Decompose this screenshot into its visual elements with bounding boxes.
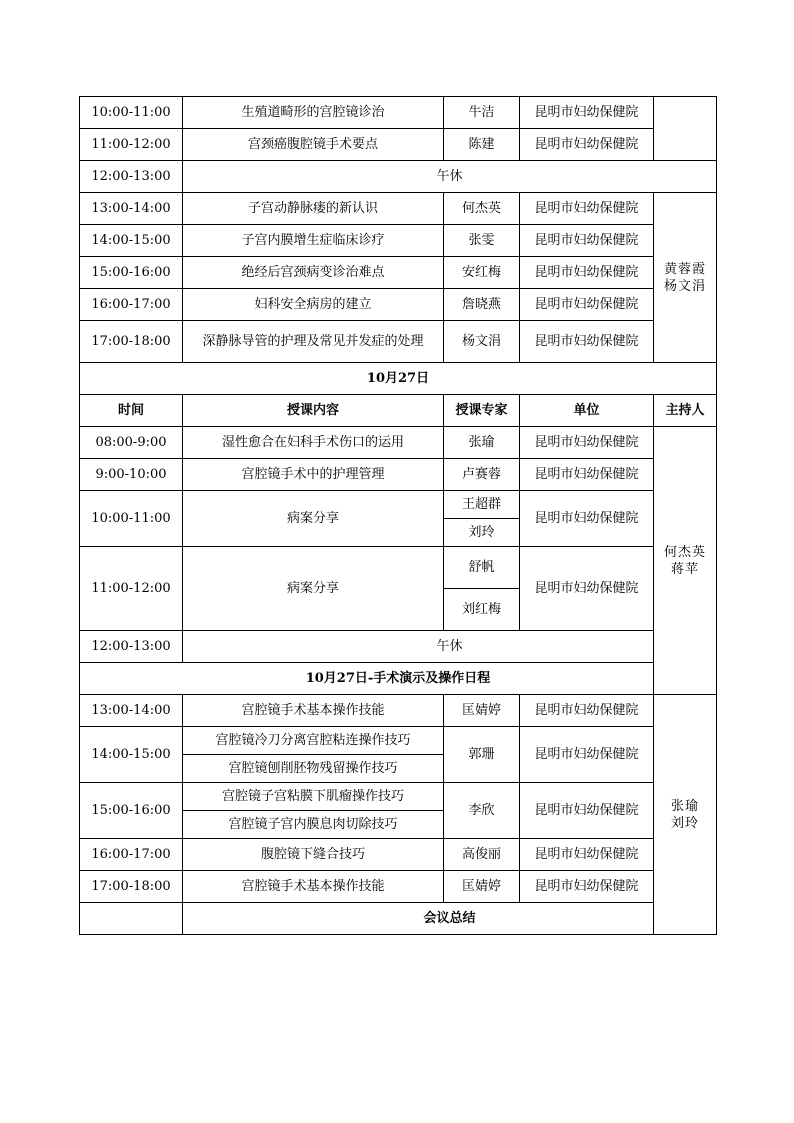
time-cell: 08:00-9:00 bbox=[80, 427, 183, 459]
time-cell: 16:00-17:00 bbox=[80, 289, 183, 321]
time-cell: 11:00-12:00 bbox=[80, 129, 183, 161]
unit-cell: 昆明市妇幼保健院 bbox=[520, 491, 654, 547]
unit-cell: 昆明市妇幼保健院 bbox=[520, 289, 654, 321]
topic-cell: 病案分享 bbox=[183, 547, 444, 631]
speaker-cell: 张瑜 bbox=[444, 427, 520, 459]
day-title-row bbox=[80, 363, 717, 395]
time-cell: 15:00-16:00 bbox=[80, 257, 183, 289]
table-row bbox=[80, 193, 717, 225]
time-cell: 10:00-11:00 bbox=[80, 491, 183, 547]
speaker-cell: 李欣 bbox=[444, 783, 520, 839]
speaker-cell: 安红梅 bbox=[444, 257, 520, 289]
speaker-cell: 张雯 bbox=[444, 225, 520, 257]
time-cell: 13:00-14:00 bbox=[80, 695, 183, 727]
time-cell: 14:00-15:00 bbox=[80, 225, 183, 257]
schedule-table bbox=[79, 96, 717, 935]
lunch-label: 午休 bbox=[183, 631, 717, 663]
time-cell: 13:00-14:00 bbox=[80, 193, 183, 225]
time-cell: 12:00-13:00 bbox=[80, 631, 183, 663]
topic-cell: 宫颈癌腹腔镜手术要点 bbox=[183, 129, 444, 161]
speaker-cell: 匡婧婷 bbox=[444, 695, 520, 727]
table-row bbox=[80, 491, 717, 519]
time-cell: 11:00-12:00 bbox=[80, 547, 183, 631]
speaker-cell: 詹晓燕 bbox=[444, 289, 520, 321]
table-row bbox=[80, 97, 717, 129]
closing-label: 会议总结 bbox=[183, 903, 717, 935]
topic-cell: 子宫动静脉瘘的新认识 bbox=[183, 193, 444, 225]
section-title-row bbox=[80, 663, 717, 695]
unit-cell: 昆明市妇幼保健院 bbox=[520, 695, 654, 727]
time-cell: 17:00-18:00 bbox=[80, 871, 183, 903]
table-row bbox=[80, 459, 717, 491]
unit-cell: 昆明市妇幼保健院 bbox=[520, 129, 654, 161]
table-row bbox=[80, 871, 717, 903]
speaker-cell: 何杰英 bbox=[444, 193, 520, 225]
topic-cell: 宫腔镜手术基本操作技能 bbox=[183, 695, 444, 727]
lunch-label: 午休 bbox=[183, 161, 717, 193]
speaker-cell: 高俊丽 bbox=[444, 839, 520, 871]
time-cell: 10:00-11:00 bbox=[80, 97, 183, 129]
header-row bbox=[80, 395, 717, 427]
table-row bbox=[80, 547, 717, 589]
table-row bbox=[80, 727, 717, 755]
speaker-cell: 舒帆 bbox=[444, 547, 520, 589]
time-cell: 16:00-17:00 bbox=[80, 839, 183, 871]
section-title: 10月27日-手术演示及操作日程 bbox=[80, 663, 717, 695]
host-cell-empty bbox=[654, 97, 717, 161]
topic-cell: 宫腔镜子宫粘膜下肌瘤操作技巧 bbox=[183, 783, 444, 811]
time-cell: 17:00-18:00 bbox=[80, 321, 183, 363]
table-row bbox=[80, 783, 717, 811]
table-row bbox=[80, 839, 717, 871]
unit-cell: 昆明市妇幼保健院 bbox=[520, 727, 654, 783]
unit-cell: 昆明市妇幼保健院 bbox=[520, 459, 654, 491]
speaker-cell: 刘玲 bbox=[444, 519, 520, 547]
table-row bbox=[80, 257, 717, 289]
topic-cell: 深静脉导管的护理及常见并发症的处理 bbox=[183, 321, 444, 363]
topic-cell: 妇科安全病房的建立 bbox=[183, 289, 444, 321]
header-time: 时间 bbox=[80, 395, 183, 427]
speaker-cell: 匡婧婷 bbox=[444, 871, 520, 903]
topic-cell: 宫腔镜冷刀分离宫腔粘连操作技巧 bbox=[183, 727, 444, 755]
unit-cell: 昆明市妇幼保健院 bbox=[520, 783, 654, 839]
speaker-cell: 王超群 bbox=[444, 491, 520, 519]
host-cell bbox=[654, 193, 717, 363]
host-name: 张瑜 bbox=[670, 798, 699, 814]
time-cell: 12:00-13:00 bbox=[80, 161, 183, 193]
host-cell bbox=[654, 695, 717, 935]
speaker-cell: 郭珊 bbox=[444, 727, 520, 783]
unit-cell: 昆明市妇幼保健院 bbox=[520, 321, 654, 363]
topic-cell: 生殖道畸形的宫腔镜诊治 bbox=[183, 97, 444, 129]
topic-cell: 病案分享 bbox=[183, 491, 444, 547]
unit-cell: 昆明市妇幼保健院 bbox=[520, 257, 654, 289]
topic-cell: 宫腔镜子宫内膜息肉切除技巧 bbox=[183, 811, 444, 839]
host-name: 蒋苹 bbox=[670, 561, 699, 577]
table-row bbox=[80, 427, 717, 459]
time-cell: 15:00-16:00 bbox=[80, 783, 183, 839]
time-cell: 9:00-10:00 bbox=[80, 459, 183, 491]
table-row bbox=[80, 225, 717, 257]
topic-cell: 宫腔镜手术基本操作技能 bbox=[183, 871, 444, 903]
time-cell: 14:00-15:00 bbox=[80, 727, 183, 783]
header-topic: 授课内容 bbox=[183, 395, 444, 427]
lunch-row bbox=[80, 161, 717, 193]
speaker-cell: 刘红梅 bbox=[444, 589, 520, 631]
speaker-cell: 牛洁 bbox=[444, 97, 520, 129]
table-row bbox=[80, 289, 717, 321]
unit-cell: 昆明市妇幼保健院 bbox=[520, 225, 654, 257]
empty-cell bbox=[80, 903, 183, 935]
speaker-cell: 陈建 bbox=[444, 129, 520, 161]
table-row bbox=[80, 321, 717, 363]
lunch-row bbox=[80, 631, 717, 663]
header-host: 主持人 bbox=[654, 395, 717, 427]
header-unit: 单位 bbox=[520, 395, 654, 427]
topic-cell: 绝经后宫颈病变诊治难点 bbox=[183, 257, 444, 289]
topic-cell: 子宫内膜增生症临床诊疗 bbox=[183, 225, 444, 257]
table-row bbox=[80, 695, 717, 727]
topic-cell: 宫腔镜手术中的护理管理 bbox=[183, 459, 444, 491]
unit-cell: 昆明市妇幼保健院 bbox=[520, 871, 654, 903]
topic-cell: 腹腔镜下缝合技巧 bbox=[183, 839, 444, 871]
unit-cell: 昆明市妇幼保健院 bbox=[520, 839, 654, 871]
unit-cell: 昆明市妇幼保健院 bbox=[520, 427, 654, 459]
day-title: 10月27日 bbox=[80, 363, 717, 395]
host-name: 何杰英 bbox=[663, 544, 706, 560]
topic-cell: 宫腔镜刨削胚物残留操作技巧 bbox=[183, 755, 444, 783]
unit-cell: 昆明市妇幼保健院 bbox=[520, 547, 654, 631]
speaker-cell: 卢赛蓉 bbox=[444, 459, 520, 491]
unit-cell: 昆明市妇幼保健院 bbox=[520, 193, 654, 225]
unit-cell: 昆明市妇幼保健院 bbox=[520, 97, 654, 129]
speaker-cell: 杨文涓 bbox=[444, 321, 520, 363]
closing-row bbox=[80, 903, 717, 935]
host-name: 刘玲 bbox=[670, 815, 699, 831]
host-name: 黄蓉霞 bbox=[663, 261, 706, 277]
table-row bbox=[80, 129, 717, 161]
header-speaker: 授课专家 bbox=[444, 395, 520, 427]
topic-cell: 湿性愈合在妇科手术伤口的运用 bbox=[183, 427, 444, 459]
host-name: 杨文涓 bbox=[663, 278, 706, 294]
